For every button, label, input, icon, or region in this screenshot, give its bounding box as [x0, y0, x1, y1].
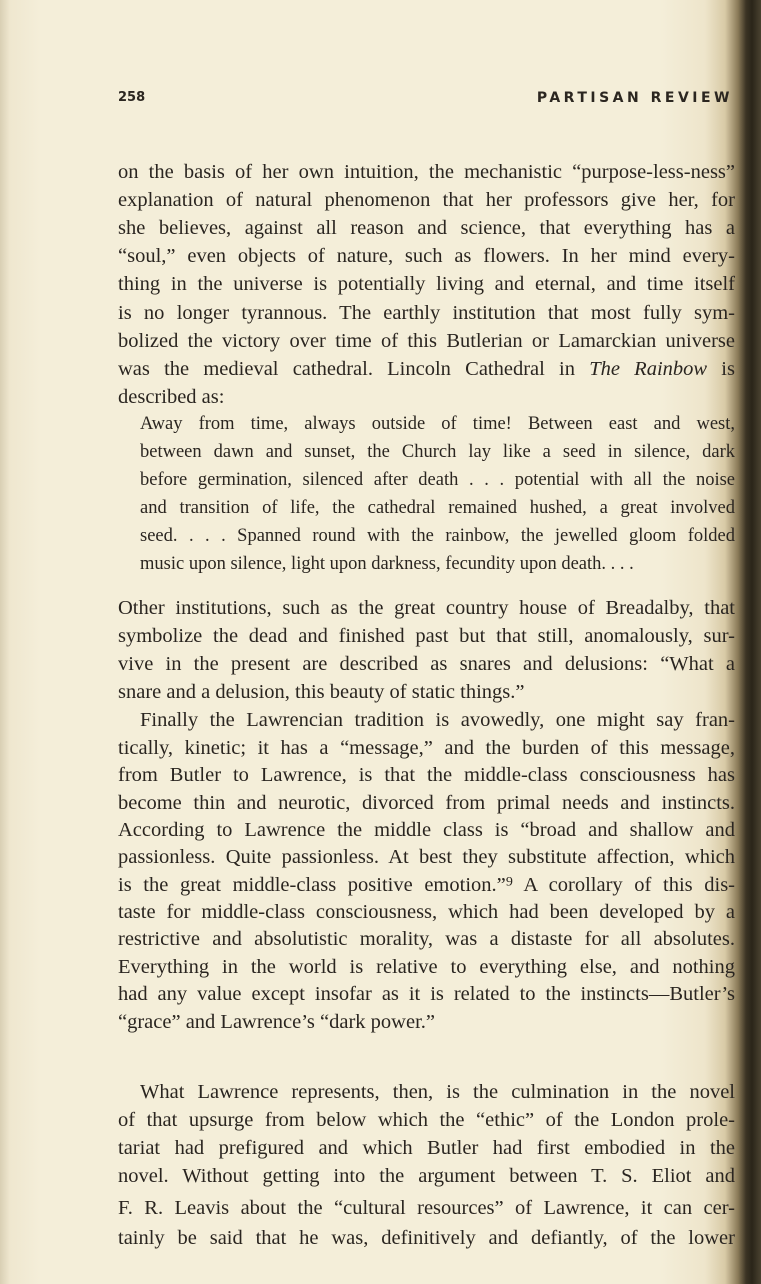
quote-line: music upon silence, light upon darkness, fecundity upon death. . . . — [140, 554, 634, 574]
text-line: tariat had prefigured and which Butler had first embodied in the — [118, 1137, 735, 1159]
text-line: had any value except insofar as it is related to the instincts—Butler’s — [118, 983, 735, 1005]
text-line: According to Lawrence the middle class is “broad and shallow and — [118, 819, 735, 841]
quote-line: seed. . . . Spanned round with the rainbow, the jewelled gloom folded — [140, 526, 735, 546]
text-line: vive in the present are described as snares and delusions: “What a — [118, 653, 735, 675]
text-line: tainly be said that he was, definitively and defiantly, of the lower — [118, 1227, 735, 1249]
text-line: tically, kinetic; it has a “message,” and the burden of this message, — [118, 737, 735, 759]
text-line: F. R. Leavis about the “cultural resources” of Lawrence, it can cer- — [118, 1197, 735, 1219]
text-line: “soul,” even objects of nature, such as flowers. In her mind every- — [118, 245, 735, 267]
text-line: become thin and neurotic, divorced from primal needs and instincts. — [118, 792, 735, 814]
text-line: from Butler to Lawrence, is that the middle-class consciousness has — [118, 764, 735, 786]
text-line: “grace” and Lawrence’s “dark power.” — [118, 1011, 435, 1033]
text-line: is no longer tyrannous. The earthly institution that most fully sym- — [118, 302, 735, 324]
text-line: taste for middle-class consciousness, which had been developed by a — [118, 901, 735, 923]
quote-line: between dawn and sunset, the Church lay like a seed in silence, dark — [140, 442, 735, 462]
book-title-italic: The Rainbow — [589, 358, 708, 380]
text-line: passionless. Quite passionless. At best they substitute affection, which — [118, 846, 735, 868]
text-line: symbolize the dead and finished past but that still, anomalously, sur- — [118, 625, 735, 647]
quote-line: Away from time, always outside of time! Between east and west, — [140, 414, 735, 434]
text-line: on the basis of her own intuition, the mechanistic “purpose-less-ness” — [118, 161, 735, 183]
text-line: Everything in the world is relative to everything else, and nothing — [118, 956, 735, 978]
text-line: restrictive and absolutistic morality, was a distaste for all absolutes. — [118, 928, 735, 950]
text-line: Finally the Lawrencian tradition is avowedly, one might say fran- — [140, 709, 735, 731]
text-line: she believes, against all reason and science, that everything has a — [118, 217, 735, 239]
text-line: explanation of natural phenomenon that her professors give her, for — [118, 189, 735, 211]
text-line: snare and a delusion, this beauty of static things.” — [118, 681, 525, 703]
running-header-title: PARTISAN REVIEW — [536, 90, 733, 106]
text-line: novel. Without getting into the argument between T. S. Eliot and — [118, 1165, 735, 1187]
text-line: What Lawrence represents, then, is the culmination in the novel — [140, 1081, 735, 1103]
text-line: described as: — [118, 386, 225, 408]
text-line: of that upsurge from below which the “ethic” of the London prole- — [118, 1109, 735, 1131]
text-line: thing in the universe is potentially living and eternal, and time itself — [118, 273, 735, 295]
quote-line: and transition of life, the cathedral remained hushed, a great involved — [140, 498, 735, 518]
quote-line: before germination, silenced after death . . . potential with all the noise — [140, 470, 735, 490]
text-line: Other institutions, such as the great country house of Breadalby, that — [118, 597, 735, 619]
text-line: was the medieval cathedral. Lincoln Cathedral in The Rainbow is — [118, 358, 735, 380]
text-line: is the great middle-class positive emotion.”⁹ A corollary of this dis- — [118, 874, 735, 896]
text-line: bolized the victory over time of this Butlerian or Lamarckian universe — [118, 330, 735, 352]
page-number: 258 — [118, 90, 146, 105]
